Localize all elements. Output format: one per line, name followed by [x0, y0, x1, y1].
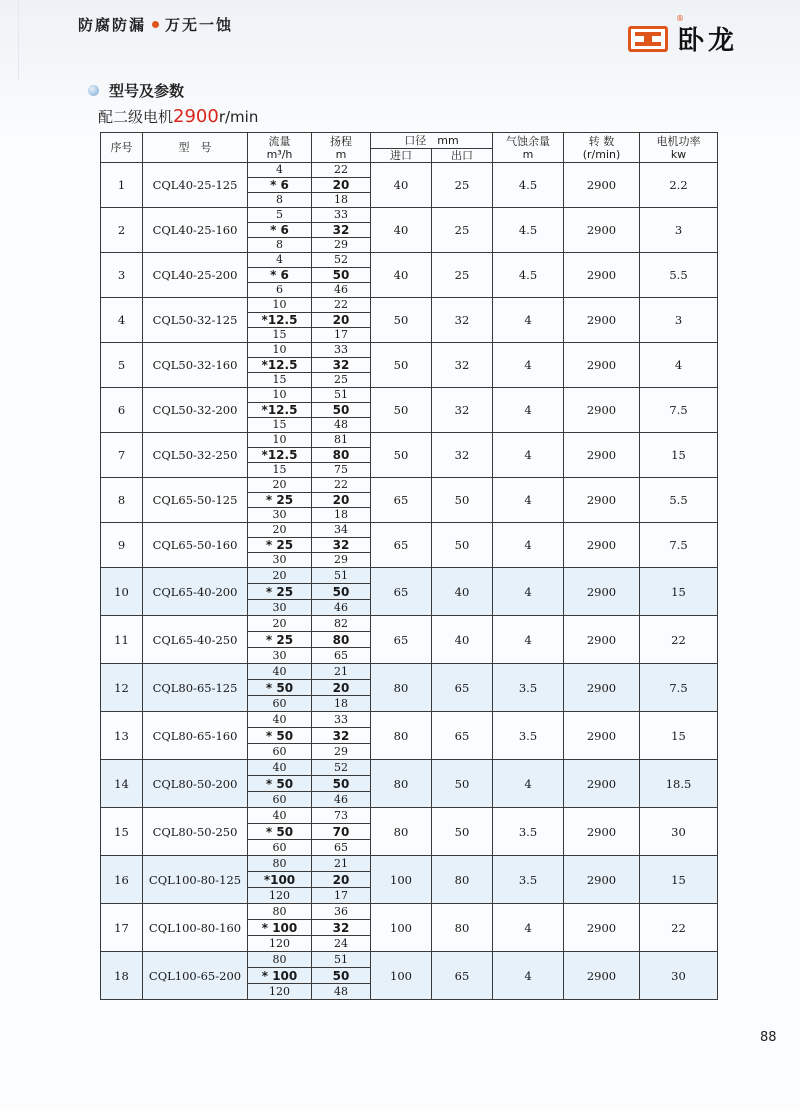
row-flow: 120 — [248, 936, 312, 952]
row-flow: 40 — [248, 760, 312, 776]
row-head: 18 — [312, 193, 371, 208]
header-power — [640, 133, 718, 163]
row-speed: 2900 — [564, 298, 640, 343]
row-outlet: 50 — [432, 760, 493, 808]
row-flow: 20 — [248, 616, 312, 632]
row-flow: * 6 — [248, 268, 312, 283]
row-outlet: 65 — [432, 952, 493, 1000]
row-power: 7.5 — [640, 388, 718, 433]
row-flow: 60 — [248, 792, 312, 808]
row-outlet: 50 — [432, 478, 493, 523]
row-outlet: 25 — [432, 253, 493, 298]
table-row — [101, 298, 718, 313]
row-head: 32 — [312, 223, 371, 238]
slogan — [78, 14, 233, 35]
row-inlet: 40 — [371, 163, 432, 208]
row-head: 22 — [312, 163, 371, 178]
row-flow: 80 — [248, 952, 312, 968]
row-speed: 2900 — [564, 343, 640, 388]
row-power: 15 — [640, 856, 718, 904]
row-flow: *12.5 — [248, 313, 312, 328]
row-index: 14 — [101, 760, 143, 808]
row-speed: 2900 — [564, 952, 640, 1000]
table-row — [101, 568, 718, 584]
row-index: 13 — [101, 712, 143, 760]
row-flow: 10 — [248, 388, 312, 403]
row-head: 70 — [312, 824, 371, 840]
row-head: 33 — [312, 208, 371, 223]
row-outlet: 80 — [432, 856, 493, 904]
row-npsh: 3.5 — [493, 712, 564, 760]
header-npsh-unit: m — [522, 147, 534, 161]
row-index: 5 — [101, 343, 143, 388]
row-head: 20 — [312, 178, 371, 193]
row-head: 36 — [312, 904, 371, 920]
row-npsh: 4 — [493, 433, 564, 478]
row-head: 50 — [312, 584, 371, 600]
row-model: CQL65-40-250 — [143, 616, 248, 664]
header-speed-label: 转 数 — [588, 134, 615, 148]
header-flow — [248, 133, 312, 163]
row-flow: * 100 — [248, 920, 312, 936]
row-flow: *12.5 — [248, 403, 312, 418]
bullet-icon — [88, 85, 99, 96]
header-flow-unit: m³/h — [266, 147, 293, 161]
row-head: 52 — [312, 760, 371, 776]
row-head: 20 — [312, 872, 371, 888]
row-flow: *12.5 — [248, 358, 312, 373]
row-flow: *12.5 — [248, 448, 312, 463]
row-flow: 8 — [248, 193, 312, 208]
row-model: CQL65-50-160 — [143, 523, 248, 568]
row-npsh: 4 — [493, 343, 564, 388]
row-head: 32 — [312, 538, 371, 553]
row-flow: 40 — [248, 808, 312, 824]
header-model: 型 号 — [143, 133, 248, 163]
row-inlet: 80 — [371, 760, 432, 808]
row-head: 65 — [312, 648, 371, 664]
row-index: 1 — [101, 163, 143, 208]
row-power: 7.5 — [640, 664, 718, 712]
header-head — [312, 133, 371, 163]
table-row — [101, 478, 718, 493]
row-flow: 30 — [248, 648, 312, 664]
row-npsh: 4 — [493, 298, 564, 343]
header-power-unit: kw — [670, 147, 687, 161]
row-speed: 2900 — [564, 253, 640, 298]
row-index: 3 — [101, 253, 143, 298]
row-model: CQL80-50-200 — [143, 760, 248, 808]
row-head: 29 — [312, 238, 371, 253]
row-power: 5.5 — [640, 253, 718, 298]
row-inlet: 65 — [371, 523, 432, 568]
header-npsh — [493, 133, 564, 163]
row-npsh: 4 — [493, 523, 564, 568]
row-inlet: 100 — [371, 952, 432, 1000]
row-inlet: 50 — [371, 298, 432, 343]
header-head-label: 扬程 — [330, 134, 352, 148]
row-power: 22 — [640, 904, 718, 952]
row-speed: 2900 — [564, 388, 640, 433]
table-row — [101, 343, 718, 358]
row-outlet: 50 — [432, 523, 493, 568]
row-power: 30 — [640, 952, 718, 1000]
table-row — [101, 253, 718, 268]
subtitle-unit: r/min — [218, 108, 259, 126]
row-index: 8 — [101, 478, 143, 523]
row-flow: 15 — [248, 418, 312, 433]
row-flow: 120 — [248, 984, 312, 1000]
row-flow: * 100 — [248, 968, 312, 984]
row-inlet: 80 — [371, 808, 432, 856]
row-power: 15 — [640, 568, 718, 616]
row-power: 2.2 — [640, 163, 718, 208]
row-speed: 2900 — [564, 760, 640, 808]
row-npsh: 3.5 — [493, 856, 564, 904]
row-head: 20 — [312, 493, 371, 508]
row-outlet: 65 — [432, 712, 493, 760]
row-index: 12 — [101, 664, 143, 712]
header-head-unit: m — [335, 147, 347, 161]
table-row — [101, 664, 718, 680]
header-speed-unit: (r/min) — [582, 147, 621, 161]
row-power: 18.5 — [640, 760, 718, 808]
row-flow: 20 — [248, 568, 312, 584]
table-row — [101, 163, 718, 178]
row-speed: 2900 — [564, 664, 640, 712]
row-index: 4 — [101, 298, 143, 343]
row-head: 17 — [312, 328, 371, 343]
row-flow: 8 — [248, 238, 312, 253]
brand-logo-icon — [628, 26, 668, 52]
row-outlet: 40 — [432, 616, 493, 664]
table-row — [101, 388, 718, 403]
header-power-label: 电机功率 — [656, 134, 701, 148]
row-flow: * 50 — [248, 728, 312, 744]
row-model: CQL50-32-125 — [143, 298, 248, 343]
row-flow: 20 — [248, 523, 312, 538]
row-head: 33 — [312, 712, 371, 728]
row-flow: 6 — [248, 283, 312, 298]
row-flow: 80 — [248, 856, 312, 872]
row-model: CQL50-32-160 — [143, 343, 248, 388]
row-npsh: 3.5 — [493, 808, 564, 856]
page-number: 88 — [760, 1030, 777, 1045]
row-inlet: 50 — [371, 433, 432, 478]
row-index: 7 — [101, 433, 143, 478]
row-npsh: 4 — [493, 478, 564, 523]
row-head: 50 — [312, 776, 371, 792]
section-heading — [88, 80, 184, 101]
row-index: 15 — [101, 808, 143, 856]
row-outlet: 32 — [432, 298, 493, 343]
row-flow: * 25 — [248, 538, 312, 553]
row-head: 50 — [312, 268, 371, 283]
row-speed: 2900 — [564, 616, 640, 664]
row-index: 18 — [101, 952, 143, 1000]
row-flow: 80 — [248, 904, 312, 920]
table-row — [101, 856, 718, 872]
row-flow: 5 — [248, 208, 312, 223]
table-subtitle — [98, 106, 258, 127]
table-row — [101, 904, 718, 920]
row-model: CQL40-25-200 — [143, 253, 248, 298]
table-row — [101, 208, 718, 223]
row-flow: 30 — [248, 553, 312, 568]
row-flow: 60 — [248, 744, 312, 760]
row-speed: 2900 — [564, 712, 640, 760]
row-outlet: 25 — [432, 163, 493, 208]
row-flow: 4 — [248, 253, 312, 268]
row-npsh: 4 — [493, 568, 564, 616]
row-head: 82 — [312, 616, 371, 632]
row-flow: 10 — [248, 433, 312, 448]
row-head: 81 — [312, 433, 371, 448]
header-index: 序号 — [101, 133, 143, 163]
row-inlet: 50 — [371, 388, 432, 433]
header-npsh-label: 气蚀余量 — [506, 134, 550, 148]
row-inlet: 50 — [371, 343, 432, 388]
row-inlet: 40 — [371, 253, 432, 298]
row-head: 48 — [312, 984, 371, 1000]
row-inlet: 65 — [371, 568, 432, 616]
row-head: 21 — [312, 856, 371, 872]
row-inlet: 80 — [371, 664, 432, 712]
row-head: 73 — [312, 808, 371, 824]
row-head: 33 — [312, 343, 371, 358]
row-flow: * 50 — [248, 824, 312, 840]
row-head: 22 — [312, 298, 371, 313]
row-head: 32 — [312, 728, 371, 744]
row-flow: * 25 — [248, 584, 312, 600]
row-model: CQL65-40-200 — [143, 568, 248, 616]
row-flow: * 50 — [248, 776, 312, 792]
row-flow: 20 — [248, 478, 312, 493]
row-head: 20 — [312, 313, 371, 328]
row-speed: 2900 — [564, 163, 640, 208]
registered-mark: ® — [676, 14, 684, 23]
row-model: CQL80-65-160 — [143, 712, 248, 760]
row-power: 7.5 — [640, 523, 718, 568]
table-row — [101, 616, 718, 632]
row-inlet: 100 — [371, 856, 432, 904]
row-index: 6 — [101, 388, 143, 433]
row-head: 50 — [312, 403, 371, 418]
row-model: CQL40-25-125 — [143, 163, 248, 208]
row-npsh: 3.5 — [493, 664, 564, 712]
row-head: 48 — [312, 418, 371, 433]
row-flow: 10 — [248, 343, 312, 358]
row-outlet: 65 — [432, 664, 493, 712]
row-flow: 10 — [248, 298, 312, 313]
row-outlet: 25 — [432, 208, 493, 253]
row-flow: 15 — [248, 373, 312, 388]
header-speed — [564, 133, 640, 163]
table-row — [101, 760, 718, 776]
row-power: 15 — [640, 433, 718, 478]
row-model: CQL80-65-125 — [143, 664, 248, 712]
table-row — [101, 712, 718, 728]
row-inlet: 80 — [371, 712, 432, 760]
row-head: 75 — [312, 463, 371, 478]
row-head: 32 — [312, 358, 371, 373]
row-head: 51 — [312, 388, 371, 403]
spec-table — [100, 132, 718, 1000]
header-inlet: 进口 — [371, 149, 432, 163]
row-outlet: 80 — [432, 904, 493, 952]
row-head: 65 — [312, 840, 371, 856]
row-flow: 30 — [248, 600, 312, 616]
row-index: 17 — [101, 904, 143, 952]
row-speed: 2900 — [564, 808, 640, 856]
row-speed: 2900 — [564, 208, 640, 253]
row-npsh: 4.5 — [493, 253, 564, 298]
row-outlet: 32 — [432, 433, 493, 478]
row-inlet: 100 — [371, 904, 432, 952]
row-speed: 2900 — [564, 568, 640, 616]
row-model: CQL100-65-200 — [143, 952, 248, 1000]
row-model: CQL80-50-250 — [143, 808, 248, 856]
row-speed: 2900 — [564, 904, 640, 952]
row-head: 34 — [312, 523, 371, 538]
row-power: 5.5 — [640, 478, 718, 523]
row-npsh: 4 — [493, 616, 564, 664]
brand-name: 卧龙 — [678, 26, 739, 56]
row-npsh: 4 — [493, 904, 564, 952]
row-outlet: 32 — [432, 388, 493, 433]
row-index: 2 — [101, 208, 143, 253]
row-model: CQL65-50-125 — [143, 478, 248, 523]
row-head: 80 — [312, 448, 371, 463]
row-flow: 30 — [248, 508, 312, 523]
row-npsh: 4 — [493, 952, 564, 1000]
row-flow: 15 — [248, 328, 312, 343]
table-row — [101, 433, 718, 448]
row-flow: * 25 — [248, 632, 312, 648]
row-outlet: 32 — [432, 343, 493, 388]
row-model: CQL100-80-125 — [143, 856, 248, 904]
row-head: 51 — [312, 568, 371, 584]
header-flow-label: 流量 — [268, 134, 291, 148]
row-outlet: 50 — [432, 808, 493, 856]
row-head: 29 — [312, 553, 371, 568]
row-inlet: 40 — [371, 208, 432, 253]
row-model: CQL100-80-160 — [143, 904, 248, 952]
row-head: 52 — [312, 253, 371, 268]
row-index: 9 — [101, 523, 143, 568]
slogan-dot-icon — [152, 21, 159, 28]
row-npsh: 4 — [493, 760, 564, 808]
row-flow: * 25 — [248, 493, 312, 508]
row-head: 22 — [312, 478, 371, 493]
row-flow: *100 — [248, 872, 312, 888]
row-index: 16 — [101, 856, 143, 904]
row-outlet: 40 — [432, 568, 493, 616]
row-flow: 15 — [248, 463, 312, 478]
row-head: 46 — [312, 283, 371, 298]
row-head: 18 — [312, 508, 371, 523]
row-head: 51 — [312, 952, 371, 968]
row-flow: 60 — [248, 696, 312, 712]
row-speed: 2900 — [564, 433, 640, 478]
row-head: 18 — [312, 696, 371, 712]
slogan-left: 防腐防漏 — [78, 16, 147, 34]
row-power: 30 — [640, 808, 718, 856]
row-model: CQL40-25-160 — [143, 208, 248, 253]
table-header — [101, 133, 718, 163]
table-row — [101, 808, 718, 824]
slogan-right: 万无一蚀 — [165, 16, 234, 34]
row-flow: * 6 — [248, 223, 312, 238]
section-title: 型号及参数 — [109, 82, 185, 100]
header-caliber: 口径 mm — [371, 133, 493, 149]
row-power: 3 — [640, 208, 718, 253]
row-flow: 120 — [248, 888, 312, 904]
row-power: 3 — [640, 298, 718, 343]
row-flow: * 50 — [248, 680, 312, 696]
row-npsh: 4.5 — [493, 163, 564, 208]
row-flow: 60 — [248, 840, 312, 856]
page-edge — [0, 0, 19, 80]
row-head: 24 — [312, 936, 371, 952]
subtitle-prefix: 配二级电机 — [98, 108, 174, 126]
row-flow: 40 — [248, 712, 312, 728]
row-speed: 2900 — [564, 523, 640, 568]
row-head: 17 — [312, 888, 371, 904]
subtitle-speed: 2900 — [173, 106, 219, 127]
row-speed: 2900 — [564, 856, 640, 904]
row-model: CQL50-32-200 — [143, 388, 248, 433]
row-npsh: 4.5 — [493, 208, 564, 253]
row-flow: 40 — [248, 664, 312, 680]
row-inlet: 65 — [371, 478, 432, 523]
row-head: 21 — [312, 664, 371, 680]
row-power: 4 — [640, 343, 718, 388]
row-speed: 2900 — [564, 478, 640, 523]
row-model: CQL50-32-250 — [143, 433, 248, 478]
row-head: 20 — [312, 680, 371, 696]
row-power: 22 — [640, 616, 718, 664]
row-head: 80 — [312, 632, 371, 648]
row-head: 50 — [312, 968, 371, 984]
row-head: 32 — [312, 920, 371, 936]
header-outlet: 出口 — [432, 149, 493, 163]
row-head: 46 — [312, 792, 371, 808]
row-index: 10 — [101, 568, 143, 616]
table-row — [101, 523, 718, 538]
row-flow: * 6 — [248, 178, 312, 193]
row-head: 25 — [312, 373, 371, 388]
row-head: 29 — [312, 744, 371, 760]
row-flow: 4 — [248, 163, 312, 178]
row-npsh: 4 — [493, 388, 564, 433]
row-head: 46 — [312, 600, 371, 616]
row-power: 15 — [640, 712, 718, 760]
brand — [628, 20, 738, 57]
row-inlet: 65 — [371, 616, 432, 664]
table-row — [101, 952, 718, 968]
table-body — [101, 163, 718, 1000]
row-index: 11 — [101, 616, 143, 664]
